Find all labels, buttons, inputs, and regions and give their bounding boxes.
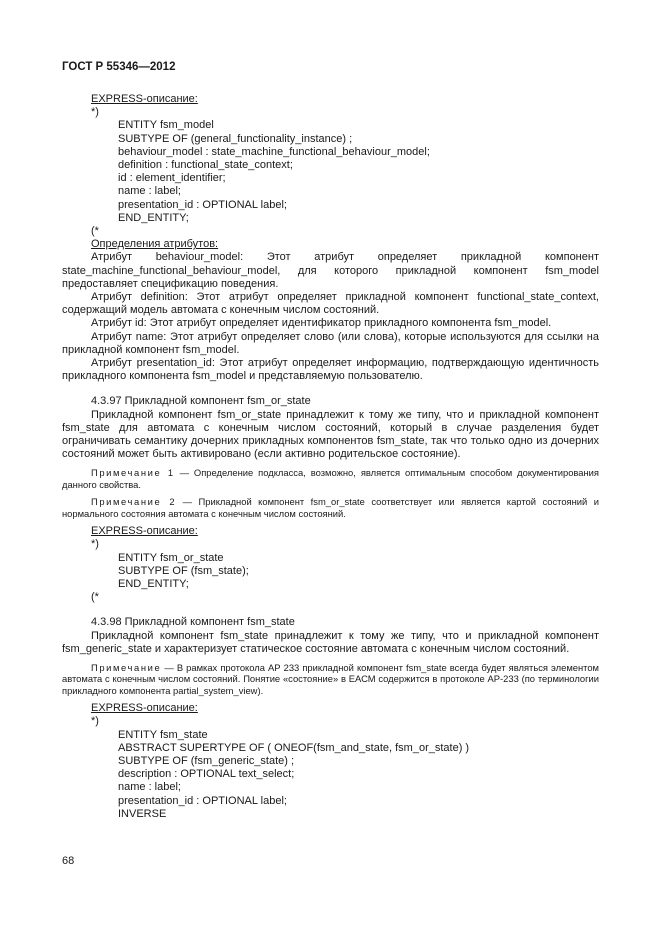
code-line: behaviour_model : state_machine_functional_behaviour_model; xyxy=(118,145,430,158)
attributes-heading: Определения атрибутов: xyxy=(91,238,219,251)
code-line: SUBTYPE OF (general_functionality_instance) ; xyxy=(118,132,353,145)
code-line: definition : functional_state_context; xyxy=(118,159,293,172)
code-line: name : label; xyxy=(118,781,181,794)
express-close: (* xyxy=(91,225,99,238)
note-label: Примечание 1 xyxy=(91,467,175,479)
page-header: ГОСТ Р 55346—2012 xyxy=(62,61,176,73)
note xyxy=(62,662,599,696)
note xyxy=(62,467,599,490)
attribute-definition: Атрибут behaviour_model: Этот атрибут определяет прикладной компонент state_machine_functional_behaviour_model, для которого прикладной компонент fsm_model предоставляет спецификацию поведения. xyxy=(62,251,599,290)
note-label: Примечание 2 xyxy=(91,496,177,508)
code-line: presentation_id : OPTIONAL label; xyxy=(118,794,287,807)
express-label: EXPRESS-описание: xyxy=(91,93,198,105)
code-line: id : element_identifier; xyxy=(118,172,226,185)
express-open: *) xyxy=(91,106,99,119)
express-label: EXPRESS-описание: xyxy=(91,702,198,715)
express-open: *) xyxy=(91,715,99,728)
section-text: Прикладной компонент fsm_or_state принадлежит к тому же типу, что и прикладной компонент fsm_state для автомата с конечным числом состояний, который в случае разделения будет ограничивать семантику дочерних прикладных компонентов fsm_state, так что только одно из дочерних состояний может быть активировано (если активно родительское состояние). xyxy=(62,408,599,461)
note-label: Примечание xyxy=(91,661,162,673)
code-line: ENTITY fsm_state xyxy=(118,728,208,741)
code-line: name : label; xyxy=(118,185,181,198)
express-close: (* xyxy=(91,591,99,604)
attribute-definition: Атрибут presentation_id: Этот атрибут определяет информацию, подтверждающую идентичность прикладного компонента fsm_model и представляемую пользователю. xyxy=(62,357,599,383)
code-line: presentation_id : OPTIONAL label; xyxy=(118,198,287,211)
note xyxy=(62,496,599,519)
section-title: 4.3.97 Прикладной компонент fsm_or_state xyxy=(91,395,311,408)
page-number: 68 xyxy=(62,855,75,867)
section-text: Прикладной компонент fsm_state принадлежит к тому же типу, что и прикладной компонент fsm_generic_state и характеризует статическое состояние автомата с конечным числом состояний. xyxy=(62,629,599,655)
code-line: ENTITY fsm_model xyxy=(118,119,214,132)
document-body xyxy=(62,93,599,821)
code-line: INVERSE xyxy=(118,807,167,820)
code-line: description : OPTIONAL text_select; xyxy=(118,768,295,781)
attribute-definition: Атрибут id: Этот атрибут определяет идентификатор прикладного компонента fsm_model. xyxy=(91,317,552,330)
section-title: 4.3.98 Прикладной компонент fsm_state xyxy=(91,616,295,629)
attribute-definition: Атрибут definition: Этот атрибут определяет прикладной компонент functional_state_context, содержащий модель автомата с конечным числом состояний. xyxy=(62,291,599,317)
note-text: — В рамках протокола АР 233 прикладной компонент fsm_state всегда будет являться элементом автомата с конечным числом состояний. Понятие «состояние» в ЕАСМ содержится в протоколе АР-233 (по терминологии прикладного компонента partial_system_view). xyxy=(62,661,599,696)
code-line: ABSTRACT SUPERTYPE OF ( ONEOF(fsm_and_state, fsm_or_state) ) xyxy=(118,741,470,754)
express-label: EXPRESS-описание: xyxy=(91,525,198,538)
code-line: SUBTYPE OF (fsm_state); xyxy=(118,564,249,577)
code-line: ENTITY fsm_or_state xyxy=(118,551,224,564)
express-code xyxy=(62,119,599,225)
express-code xyxy=(62,552,599,592)
code-line: END_ENTITY; xyxy=(118,211,189,224)
code-line: END_ENTITY; xyxy=(118,577,189,590)
note-text: — Прикладной компонент fsm_or_state соответствует или является картой состояний и нормального состояния автомата с конечным числом состояний. xyxy=(62,496,599,519)
code-line: SUBTYPE OF (fsm_generic_state) ; xyxy=(118,754,295,767)
express-code xyxy=(62,729,599,821)
note-text: — Определение подкласса, возможно, является оптимальным способом документирования данного свойства. xyxy=(62,467,599,490)
express-open: *) xyxy=(91,538,99,551)
attribute-definition: Атрибут name: Этот атрибут определяет слово (или слова), которые используются для ссылки на прикладной компонент fsm_model. xyxy=(62,330,599,356)
